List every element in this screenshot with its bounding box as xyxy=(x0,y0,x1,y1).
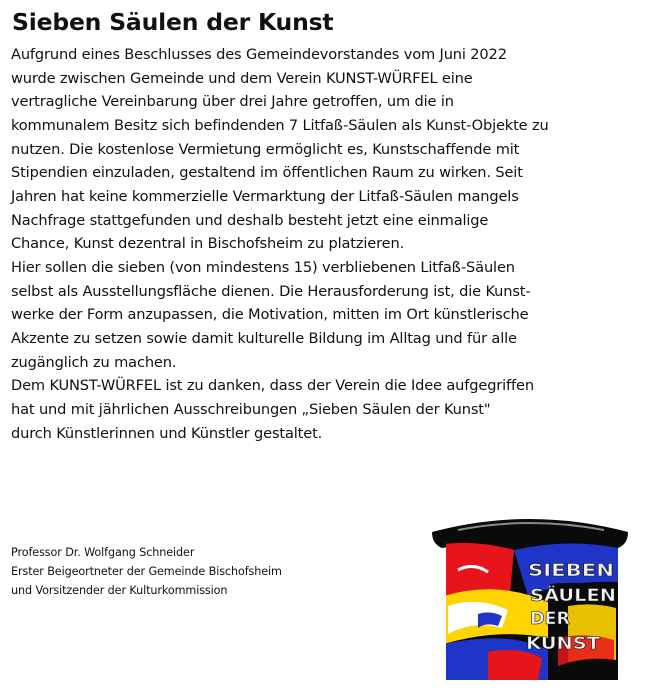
body-line: durch Künstlerinnen und Künstler gestaltet. xyxy=(11,424,323,442)
body-line: selbst als Ausstellungsfläche dienen. Die Herausforderung ist, die Kunst- xyxy=(11,282,531,300)
body-line: Stipendien einzuladen, gestaltend im öffentlichen Raum zu wirken. Seit xyxy=(11,164,523,182)
body-line: zugänglich zu machen. xyxy=(11,353,177,371)
body-line: Jahren hat keine kommerzielle Vermarktung der Litfaß-Säulen mangels xyxy=(11,187,519,205)
article-body xyxy=(11,43,651,445)
body-line: Akzente zu setzen sowie damit kulturelle Bildung im Alltag und für alle xyxy=(11,329,517,347)
svg-text:SÄULEN: SÄULEN xyxy=(530,586,606,606)
body-line: Aufgrund eines Beschlusses des Gemeindevorstandes vom Juni 2022 xyxy=(11,46,507,63)
signature-role: Erster Beigeortneter der Gemeinde Bischofsheim xyxy=(11,565,282,578)
signature-name: Professor Dr. Wolfgang Schneider xyxy=(11,546,195,559)
body-line: Chance, Kunst dezentral in Bischofsheim zu platzieren. xyxy=(11,235,405,253)
body-line: vertragliche Vereinbarung über drei Jahre getroffen, um die in xyxy=(11,93,454,111)
body-line: werke der Form anzupassen, die Motivation, mitten im Ort künstlerische xyxy=(11,306,529,324)
body-line: Nachfrage stattgefunden und deshalb besteht jetzt eine einmalige xyxy=(11,211,489,229)
body-line: nutzen. Die kostenlose Vermietung ermöglicht es, Kunstschaffende mit xyxy=(11,140,520,158)
svg-text:SIEBEN: SIEBEN xyxy=(528,561,614,581)
body-line: hat und mit jährlichen Ausschreibungen „Sieben Säulen der Kunst" xyxy=(11,400,491,418)
body-line: kommunalem Besitz sich befindenden 7 Litfaß-Säulen als Kunst-Objekte zu xyxy=(11,116,549,134)
body-line: wurde zwischen Gemeinde und dem Verein KUNST-WÜRFEL eine xyxy=(11,69,473,87)
article-title: Sieben Säulen der Kunst xyxy=(12,8,334,36)
body-line: Hier sollen die sieben (von mindestens 15) verbliebenen Litfaß-Säulen xyxy=(11,258,515,276)
signature-block xyxy=(11,543,282,600)
advertising-column-image xyxy=(418,510,640,680)
svg-text:KUNST: KUNST xyxy=(526,634,601,654)
signature-role-2: und Vorsitzender der Kulturkommission xyxy=(11,584,228,597)
svg-text:DER: DER xyxy=(530,609,570,629)
body-line: Dem KUNST-WÜRFEL ist zu danken, dass der Verein die Idee aufgegriffen xyxy=(11,377,534,395)
